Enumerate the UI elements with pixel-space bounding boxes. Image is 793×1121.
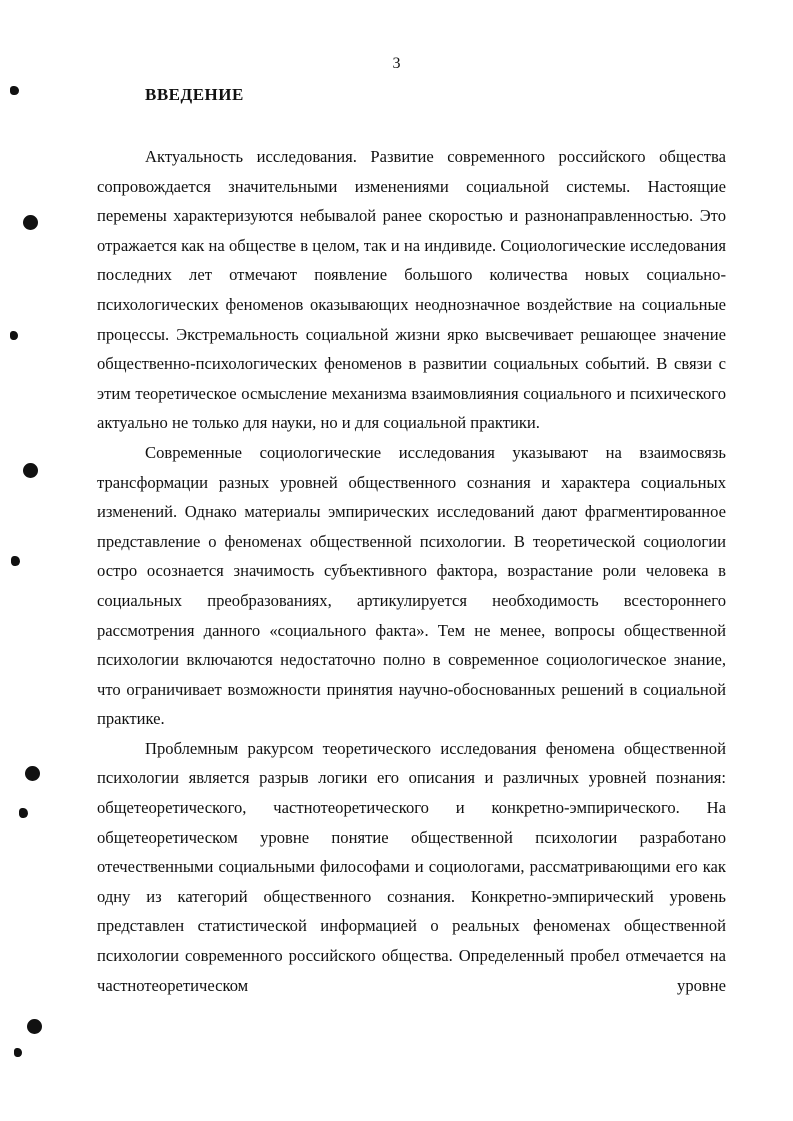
binding-hole-icon (25, 766, 40, 781)
section-heading: ВВЕДЕНИЕ (145, 85, 244, 104)
page-number: 3 (392, 55, 401, 72)
scan-mark-icon (11, 556, 20, 566)
binding-hole-icon (23, 215, 38, 230)
paragraph: Проблемным ракурсом теоретического исследования феномена общественной психологии является разрыв логики его описания и различных уровней познания: общетеоретического, частнотеоретического и конкретно-эмпирического. На общетеоретическом уровне понятие общественной психологии разработано отечественными социальными философами и социологами, рассматривающими его как одну из категорий общественного сознания. Конкретно-эмпирический уровень представлен статистической информацией о реальных феноменах общественной психологии современного российского общества. Определенный пробел отмечается на частнотеоретическом уровне (97, 738, 726, 995)
binding-hole-icon (23, 463, 38, 478)
scan-mark-icon (14, 1048, 22, 1057)
scan-mark-icon (10, 86, 19, 95)
paragraph: Современные социологические исследования указывают на взаимосвязь трансформации разных уровней общественного сознания и характера социальных изменений. Однако материалы эмпирических исследований дают фрагментированное представление о феноменах общественной психологии. В теоретической социологии остро осознается значимость субъективного фактора, возрастание роли человека в социальных преобразованиях, артикулируется необходимость всестороннего рассмотрения данного «социального факта». Тем не менее, вопросы общественной психологии включаются недостаточно полно в современное социологическое знание, что ограничивает возможности принятия научно-обоснованных решений в социальной практике. (97, 442, 726, 729)
binding-hole-icon (27, 1019, 42, 1034)
scan-mark-icon (19, 808, 28, 818)
scan-mark-icon (10, 331, 18, 340)
document-body (97, 142, 726, 1000)
paragraph: Актуальность исследования. Развитие современного российского общества сопровождается значительными изменениями социальной системы. Настоящие перемены характеризуются небывалой ранее скоростью и разнонаправленностью. Это отражается как на обществе в целом, так и на индивиде. Социологические исследования последних лет отмечают появление большого количества новых социально-психологических феноменов оказывающих неоднозначное воздействие на социальные процессы. Экстремальность социальной жизни ярко высвечивает решающее значение общественно-психологических феноменов в развитии социальных событий. В связи с этим теоретическое осмысление механизма взаимовлияния социального и психического актуально не только для науки, но и для социальной практики. (97, 147, 726, 433)
